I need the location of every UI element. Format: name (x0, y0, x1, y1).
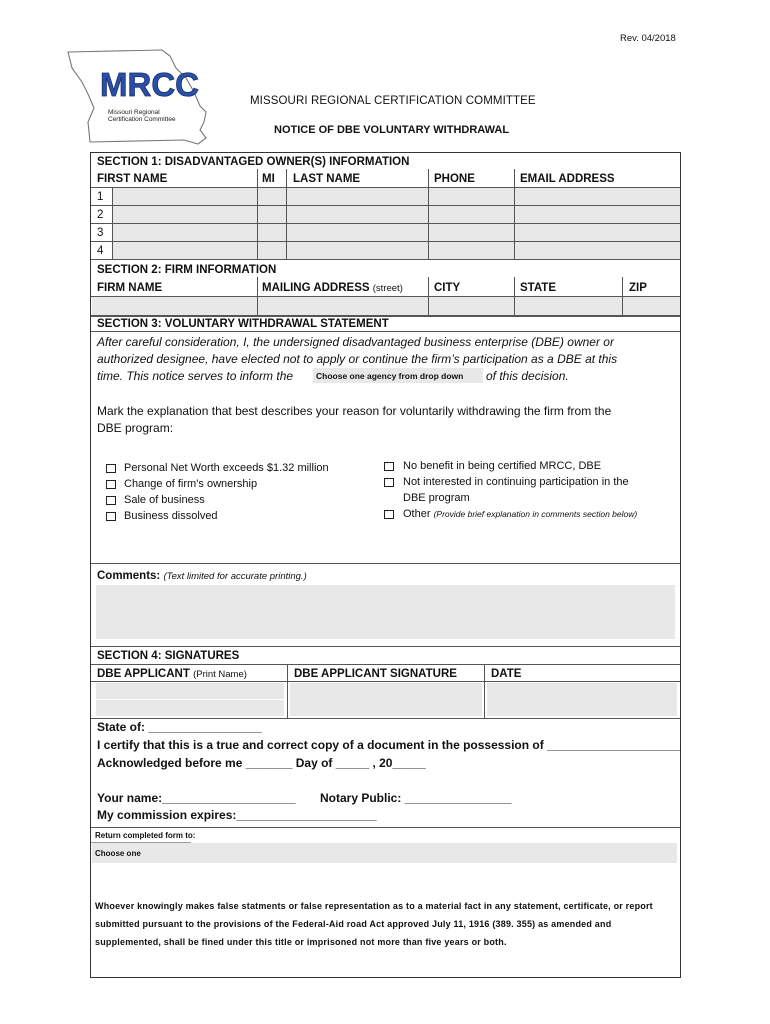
organization-name: MISSOURI REGIONAL CERTIFICATION COMMITTEE (250, 95, 536, 107)
notary-acknowledged: Acknowledged before me _______ Day of _____ , 20_____ (97, 756, 426, 770)
option-other-note: (Provide brief explanation in comments section below) (433, 509, 638, 519)
row-number: 3 (97, 227, 104, 239)
legal-disclaimer: Whoever knowingly makes false statments or false representation as to a material fact in any statement, certificate, or report submitted pursuant to the provisions of the Federal-Aid road Act approved July 11, 1916 (389. 355) as amended and supplemented, shall be fined under this title or imprisoned not more than five years or both. (95, 901, 653, 947)
notary-public: Notary Public: ________________ (320, 791, 512, 805)
comments-label-text: Comments: (97, 570, 161, 582)
checkbox-net-worth[interactable] (106, 464, 116, 473)
section4-title: SECTION 4: SIGNATURES (97, 650, 240, 662)
option-not-interested-line1: Not interested in continuing participation in the (403, 476, 629, 488)
option-net-worth: Personal Net Worth exceeds $1.32 million (124, 462, 329, 474)
city-field[interactable] (429, 297, 514, 315)
checkbox-sale-of-business[interactable] (106, 496, 116, 505)
option-other-text: Other (403, 508, 431, 520)
col-phone: PHONE (434, 173, 475, 185)
col-first-name: FIRST NAME (97, 173, 168, 185)
return-agency-dropdown[interactable] (92, 843, 677, 863)
option-business-dissolved: Business dissolved (124, 510, 218, 522)
statement-line3a: time. This notice serves to inform the (97, 369, 294, 383)
option-sale-of-business: Sale of business (124, 494, 205, 506)
return-label: Return completed form to: (95, 831, 196, 840)
statement-line1: After careful consideration, I, the undersigned disadvantaged business enterprise (DBE) owner or (97, 335, 614, 349)
label-dbe-applicant (97, 667, 247, 682)
missouri-state-outline-icon (66, 48, 214, 148)
option-ownership-change: Change of firm’s ownership (124, 478, 258, 490)
mailing-address-note: (street) (372, 283, 403, 294)
mrcc-logo (66, 48, 214, 148)
option-other (403, 507, 637, 521)
mailing-address-text: MAILING ADDRESS (262, 282, 370, 294)
label-city: CITY (434, 282, 461, 294)
withdrawal-form (90, 152, 681, 978)
checkbox-not-interested[interactable] (384, 478, 394, 487)
comments-field[interactable] (96, 585, 675, 639)
document-title: NOTICE OF DBE VOLUNTARY WITHDRAWAL (274, 124, 510, 136)
col-mi: MI (262, 173, 275, 185)
owner-email-field[interactable] (515, 188, 680, 205)
label-applicant-signature: DBE APPLICANT SIGNATURE (294, 668, 457, 680)
notary-certify: I certify that this is a true and correct copy of a document in the possession of ____________________ (97, 738, 681, 752)
section3-title: SECTION 3: VOLUNTARY WITHDRAWAL STATEMENT (97, 318, 389, 330)
row-number: 2 (97, 209, 104, 221)
logo-abbr: MRCC (100, 66, 199, 103)
applicant-name-field[interactable] (96, 683, 284, 699)
label-date: DATE (491, 668, 522, 680)
label-state: STATE (520, 282, 556, 294)
mailing-address-field[interactable] (258, 297, 428, 315)
checkbox-no-benefit[interactable] (384, 462, 394, 471)
label-mailing-address (262, 281, 403, 296)
revision-date: Rev. 04/2018 (620, 33, 676, 44)
row-number: 4 (97, 245, 104, 257)
label-firm-name: FIRM NAME (97, 282, 163, 294)
col-email: EMAIL ADDRESS (520, 173, 615, 185)
option-not-interested-line2: DBE program (403, 492, 470, 504)
checkbox-business-dissolved[interactable] (106, 512, 116, 521)
logo-line1: Missouri Regional (108, 109, 160, 116)
notary-commission: My commission expires:_____________________ (97, 808, 377, 822)
applicant-signature-field[interactable] (290, 683, 482, 716)
col-last-name: LAST NAME (293, 173, 361, 185)
logo-line2: Certification Committee (108, 116, 176, 123)
owner-last-name-field[interactable] (287, 188, 428, 205)
applicant-note: (Print Name) (193, 669, 247, 680)
agency-dropdown-text: Choose one agency from drop down (316, 371, 464, 381)
owner-first-name-field[interactable] (113, 188, 257, 205)
notary-state-of: State of: _________________ (97, 720, 262, 734)
checkbox-ownership-change[interactable] (106, 480, 116, 489)
statement-line2: authorized designee, have elected not to apply or continue the firm’s participation as a DBE at this (97, 352, 618, 366)
checkbox-other[interactable] (384, 510, 394, 519)
return-choose-one: Choose one (95, 849, 141, 858)
option-no-benefit: No benefit in being certified MRCC, DBE (403, 460, 602, 472)
applicant-name-field-2[interactable] (96, 700, 284, 716)
statement-line3b: of this decision. (486, 369, 569, 383)
applicant-label-text: DBE APPLICANT (97, 668, 190, 680)
comments-label (97, 569, 307, 584)
state-field[interactable] (515, 297, 622, 315)
comments-note: (Text limited for accurate printing.) (163, 571, 307, 582)
signature-date-field[interactable] (487, 683, 677, 716)
owner-phone-field[interactable] (429, 188, 514, 205)
section2-title: SECTION 2: FIRM INFORMATION (97, 264, 277, 276)
instruction-line1: Mark the explanation that best describes your reason for voluntarily withdrawing the firm from the (97, 404, 612, 418)
instruction-line2: DBE program: (97, 421, 174, 435)
notary-your-name: Your name:____________________ (97, 791, 296, 805)
firm-name-field[interactable] (92, 297, 257, 315)
label-zip: ZIP (629, 282, 647, 294)
row-number: 1 (97, 191, 104, 203)
zip-field[interactable] (623, 297, 680, 315)
section1-title: SECTION 1: DISADVANTAGED OWNER(S) INFORMATION (97, 156, 410, 168)
